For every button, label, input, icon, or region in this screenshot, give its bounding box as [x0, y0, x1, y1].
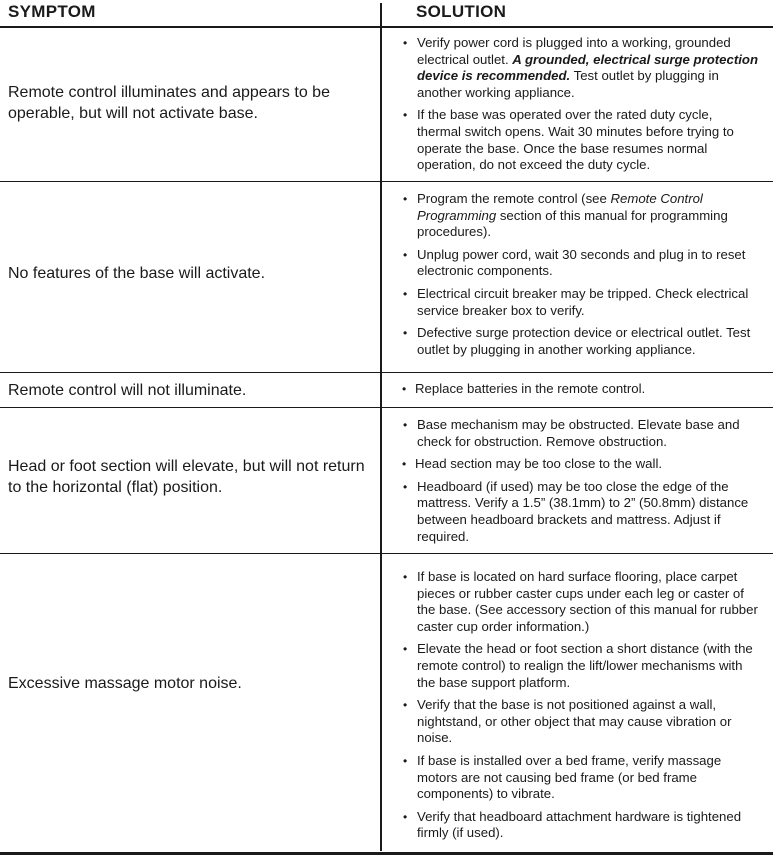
- bullet-icon: •: [403, 192, 408, 206]
- table-row: [0, 554, 773, 855]
- solution-item: • Elevate the head or foot section a short distance (with the remote control) to realign the lift/lower mechanisms with the base support platform.: [403, 641, 753, 690]
- solution-item: • Replace batteries in the remote control.: [402, 381, 646, 396]
- solution-item: • Head section may be too close to the wall.: [402, 456, 663, 472]
- bullet-icon: •: [403, 326, 408, 341]
- bullet-icon: •: [403, 247, 408, 262]
- bullet-icon: •: [403, 753, 408, 768]
- solution-cell: [400, 191, 760, 364]
- solution-column-header: SOLUTION: [416, 2, 507, 21]
- solution-item: • Base mechanism may be obstructed. Elevate base and check for obstruction. Remove obstruction.: [403, 417, 740, 449]
- solution-item: • If base is installed over a bed frame, verify massage motors are not causing bed frame (or bed frame components) to vibrate.: [403, 752, 722, 802]
- symptom-cell: No features of the base will activate.: [8, 265, 266, 282]
- symptom-cell: Remote control will not illuminate.: [8, 382, 247, 399]
- solution-item: • Verify that headboard attachment hardware is tightened firmly (if used).: [403, 808, 742, 841]
- solution-item: • If base is located on hard surface flooring, place carpet pieces or rubber caster cups under each leg or caster of the base. (See accessory section of this manual for rubber caster cup order information.): [403, 569, 758, 634]
- symptom-cell: Remote control illuminates and appears to be operable, but will not activate base.: [8, 84, 330, 122]
- solution-cell: [400, 569, 760, 848]
- solution-item: • Defective surge protection device or electrical outlet. Test outlet by plugging in another working appliance.: [403, 325, 751, 357]
- symptom-cell: Excessive massage motor noise.: [8, 675, 242, 692]
- solution-item: • Program the remote control (see Remote Control Programming section of this manual for programming procedures).: [403, 191, 728, 240]
- solution-item: • Verify power cord is plugged into a working, grounded electrical outlet. A grounded, electrical surge protection device is recommended. Test outlet by plugging in another working appliance.: [403, 35, 759, 100]
- solution-cell: [400, 35, 760, 180]
- symptom-column-header: SYMPTOM: [8, 2, 96, 21]
- symptom-cell: Head or foot section will elevate, but will not return to the horizontal (flat) position.: [8, 458, 365, 496]
- bullet-icon: •: [402, 457, 407, 472]
- solution-item: • Headboard (if used) may be too close the edge of the mattress. Verify a 1.5” (38.1mm) to 2” (50.8mm) distance between headboard brackets and mattress. Adjust if required.: [403, 478, 749, 544]
- solution-item: • Verify that the base is not positioned against a wall, nightstand, or other object that may cause vibration or noise.: [403, 697, 732, 746]
- bullet-icon: •: [403, 286, 408, 301]
- solution-cell: [400, 381, 760, 404]
- table-row: [0, 182, 773, 373]
- bullet-icon: •: [403, 479, 408, 494]
- solution-item: • Unplug power cord, wait 30 seconds and plug in to reset electronic components.: [403, 246, 746, 279]
- table-row: [0, 28, 773, 182]
- table-row: [0, 373, 773, 408]
- bullet-icon: •: [402, 382, 407, 396]
- bullet-icon: •: [403, 36, 408, 50]
- table-header: [0, 0, 773, 28]
- bullet-icon: •: [403, 698, 408, 713]
- solution-item: • Electrical circuit breaker may be tripped. Check electrical service breaker box to verify.: [403, 285, 749, 318]
- bullet-icon: •: [403, 570, 408, 584]
- bullet-icon: •: [403, 108, 408, 123]
- bullet-icon: •: [403, 642, 408, 657]
- bullet-icon: •: [403, 418, 408, 432]
- table-row: [0, 408, 773, 554]
- solution-item: • If the base was operated over the rated duty cycle, thermal switch opens. Wait 30 minutes before trying to operate the base. Once the base resumes normal operation, do not exceed the duty cycle.: [403, 107, 734, 173]
- bullet-icon: •: [403, 809, 408, 824]
- solution-cell: [400, 417, 760, 551]
